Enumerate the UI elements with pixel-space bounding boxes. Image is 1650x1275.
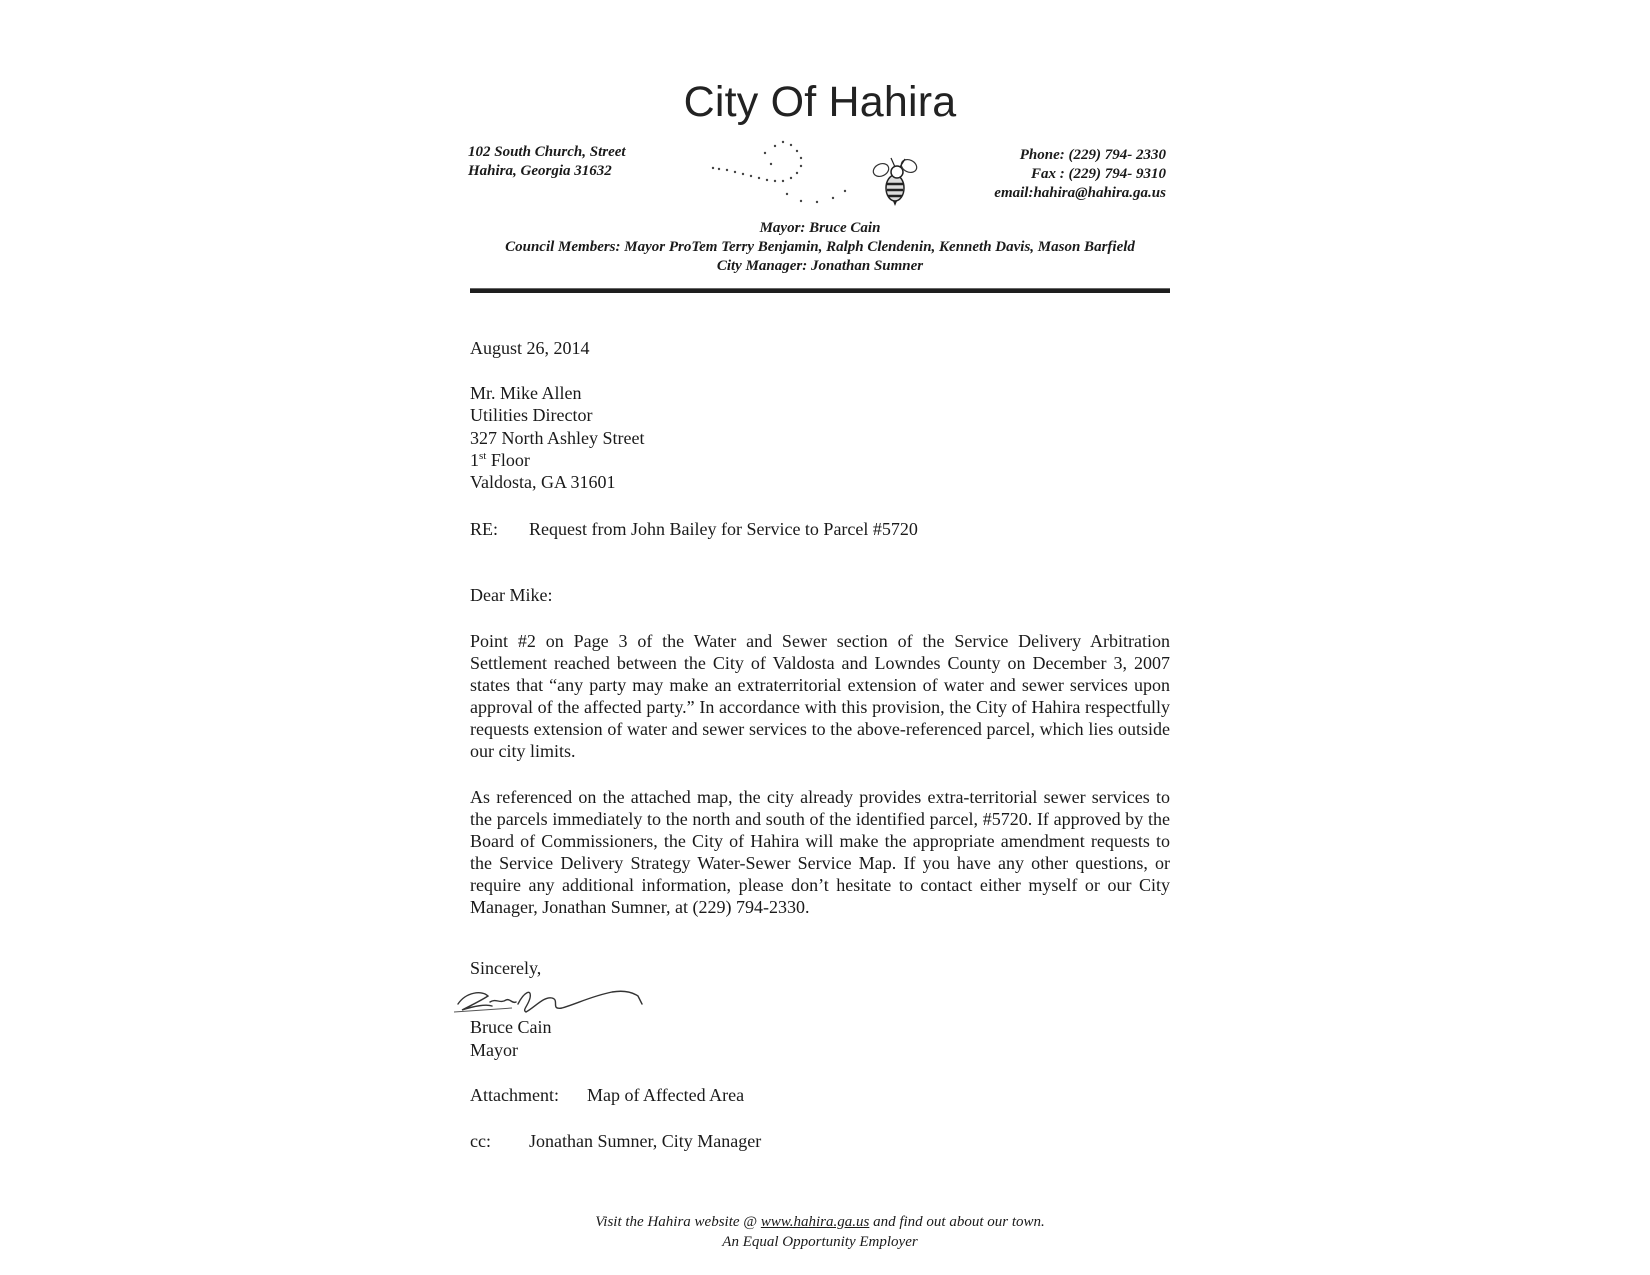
recipient-city: Valdosta, GA 31601 (470, 472, 616, 493)
cc-text: Jonathan Sumner, City Manager (529, 1131, 762, 1151)
paragraph-1: Point #2 on Page 3 of the Water and Sewer section of the Service Delivery Arbitration Settlement reached between the City of Valdosta and Lowndes County on December 3, 2007 states that “any party may make an extraterritorial extension of water and sewer services upon approval of the affected party.” In accordance with this provision, the City of Hahira respectfully requests extension of water and sewer services to the above-referenced parcel, which lies outside our city limits. (470, 631, 1170, 761)
recipient-block (470, 382, 644, 493)
phone-text: Phone: (229) 794- 2330 (1019, 147, 1166, 163)
letter-footer (470, 1212, 1170, 1252)
paragraph-2: As referenced on the attached map, the city already provides extra-territorial sewer services to the parcels immediately to the north and south of the identified parcel, #5720. If approved by the Board of Commissioners, the City of Hahira will make the appropriate amendment requests to the Service Delivery Strategy Water-Sewer Service Map. If you have any other questions, or require any additional information, please don’t hesitate to contact either myself or our City Manager, Jonathan Sumner, at (229) 794-2330. (470, 787, 1170, 917)
cc-line (470, 1130, 762, 1152)
letterhead-address (468, 143, 626, 181)
email-text: email:hahira@hahira.ga.us (994, 185, 1166, 201)
bee-emblem-icon (705, 136, 965, 226)
salutation: Dear Mike: (470, 585, 553, 605)
recipient-name: Mr. Mike Allen (470, 383, 582, 403)
attachment-text: Map of Affected Area (587, 1085, 745, 1105)
signature-image (452, 982, 662, 1018)
closing: Sincerely, (470, 958, 542, 978)
address-line-2: Hahira, Georgia 31632 (468, 163, 612, 179)
recipient-floor: 1st Floor (470, 449, 530, 470)
letterhead-officials (470, 219, 1170, 276)
cc-label: cc: (470, 1131, 491, 1151)
address-line-1: 102 South Church, Street (468, 144, 626, 160)
signer-name: Bruce Cain (470, 1017, 552, 1037)
letterhead-divider (470, 288, 1170, 293)
city-manager-line: City Manager: Jonathan Sumner (716, 258, 924, 274)
mayor-line: Mayor: Bruce Cain (759, 220, 881, 236)
council-line: Council Members: Mayor ProTem Terry Benjamin, Ralph Clendenin, Kenneth Davis, Mason Barfield (505, 239, 1135, 255)
letterhead-title: City Of Hahira (683, 78, 957, 126)
footer-website-line: Visit the Hahira website @ www.hahira.ga.us and find out about our town. (595, 1214, 1045, 1230)
re-subject: Request from John Bailey for Service to Parcel #5720 (529, 519, 918, 539)
recipient-title: Utilities Director (470, 405, 593, 426)
website-link[interactable]: www.hahira.ga.us (760, 1214, 870, 1230)
signer-title: Mayor (470, 1040, 518, 1060)
letter-date: August 26, 2014 (470, 338, 590, 358)
letterhead-contact (930, 146, 1166, 203)
attachment-line (470, 1084, 745, 1106)
attachment-label: Attachment: (470, 1085, 559, 1105)
recipient-street: 327 North Ashley Street (470, 427, 645, 448)
re-line (470, 518, 918, 540)
fax-text: Fax : (229) 794- 9310 (1031, 166, 1166, 182)
signer-block (470, 1016, 551, 1062)
re-label: RE: (470, 519, 499, 539)
footer-eoe: An Equal Opportunity Employer (722, 1234, 918, 1250)
